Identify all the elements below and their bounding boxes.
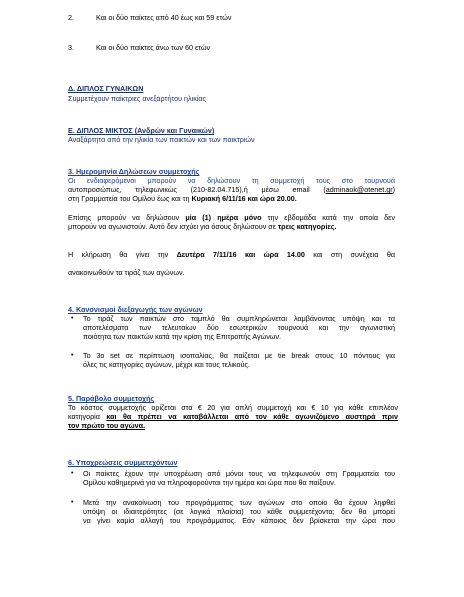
text-line: να γίνει καμία αλλαγή του προγράμματος. Εάν κάποιος δεν βρίσκεται την ώρα που bbox=[83, 516, 395, 526]
text-line: ποιότητα των παικτών κατά την κρίση της Επιτροπής Αγώνων. bbox=[83, 332, 281, 342]
text-line: Το 3ο set σε περίπτωση ισοπαλίας, θα παίζεται με tie break στους 10 πόντους για bbox=[83, 351, 395, 360]
bold-span: μία (1) ημέρα μόνο bbox=[185, 213, 262, 222]
text-line: ανακοινωθούν τα τιράζ των αγώνων. bbox=[68, 268, 185, 278]
text-line bbox=[68, 412, 398, 421]
deadline-text: Κυριακή 6/11/16 και ώρα 20.00. bbox=[191, 194, 297, 204]
section-4-bullet-1 bbox=[83, 314, 395, 342]
text-line: υπόψη οι ιδιαιτερότητες (σε λογικά πλαίσια) του κάθε συμμετέχοντα; δεν θα μπορεί bbox=[83, 507, 395, 517]
text-span: Επίσης μπορούν να δηλώσουν bbox=[68, 213, 186, 222]
text-line: αποτελέσματα των τελευταίων δύο εσωτερικών τουρνουά και την αγωνιστική bbox=[83, 323, 395, 333]
text-span: ) bbox=[392, 185, 395, 195]
text-span: μπορούν να αγωνιστούν. Αυτό δεν ισχύει για όσους δηλώσουν σε bbox=[68, 222, 278, 232]
section-5-paragraph bbox=[68, 403, 398, 431]
bullet-icon: • bbox=[71, 470, 74, 477]
text-span: την εβδομάδα κατά την οποία δεν bbox=[261, 213, 395, 222]
text-line bbox=[68, 185, 395, 194]
section-6-bullet-1 bbox=[83, 469, 395, 487]
email-link[interactable]: adminaok@otenet.gr bbox=[325, 185, 393, 195]
bullet-icon: • bbox=[71, 315, 74, 322]
text-span: Η κλήρωση θα γίνει την bbox=[68, 250, 177, 259]
bold-span: τρεις κατηγορίες. bbox=[277, 222, 337, 232]
list-item: Και οι δύο παίκτες άνω των 60 ετών bbox=[96, 43, 211, 52]
section-3-paragraph-3 bbox=[68, 250, 395, 277]
list-item: Και οι δύο παίκτες από 40 έως και 59 ετών bbox=[96, 13, 232, 22]
section-5-title: 5. Παράβολο συμμετοχής bbox=[68, 394, 155, 403]
text-span: και στη συνέχεια θα bbox=[304, 250, 395, 259]
text-line bbox=[68, 194, 395, 203]
section-e-text: Αναξάρτητα από την ηλικία των παικτών και των παικτριών bbox=[68, 135, 255, 144]
text-line: Οι παίκτες έχουν την υποχρέωση από μόνοι τους να τηλεφωνούν στη Γραμματεία του bbox=[83, 469, 395, 478]
section-3-paragraph-1 bbox=[68, 176, 395, 204]
bullet-icon: • bbox=[71, 352, 74, 359]
section-d-title: Δ. ΔΙΠΛΟΣ ΓΥΝΑΙΚΩΝ bbox=[68, 84, 144, 93]
text-line: Το κόστος συμμετοχής ορίζεται στα € 20 για απλή συμμετοχή και € 10 για κάθε επιπλέον bbox=[68, 403, 398, 412]
draw-date-text: Δευτέρα 7/11/16 και ώρα 14.00 bbox=[176, 250, 305, 259]
list-item-number: 2. bbox=[68, 13, 74, 22]
section-d-text: Συμμετέχουν παίκτριες ανεξαρτήτου ηλικίας bbox=[68, 94, 207, 103]
text-span: στη Γραμματεία του Ομίλου έως και τη bbox=[68, 194, 192, 204]
text-line bbox=[68, 222, 395, 231]
text-line: Ομίλου καθημερινά για να πληροφορούνται την ημέρα και ώρα που θα παίξουν. bbox=[83, 478, 336, 488]
text-line: Οι ενδιαφερόμενοι μπορούν να δηλώσουν τη συμμετοχή τους στο τουρνουά bbox=[68, 176, 395, 185]
section-6-bullet-2 bbox=[83, 498, 395, 526]
section-4-title: 4. Κανονισμοί διεξαγωγής των αγώνων bbox=[68, 305, 203, 314]
payment-rule-text: τον πρώτο του αγώνα. bbox=[68, 421, 146, 431]
section-3-title: 3. Ημερομηνία Δηλώσεων συμμετοχής bbox=[68, 167, 200, 176]
section-4-bullet-2 bbox=[83, 351, 395, 369]
bullet-icon: • bbox=[71, 499, 74, 506]
text-span: κατηγορία bbox=[68, 412, 107, 422]
section-6-title: 6. Υποχρεώσεις συμμετεχόντων bbox=[68, 458, 178, 467]
text-line: Μετά την ανακοίνωση του προγράμματος των αγώνων στο οποίο θα έχουν ληφθεί bbox=[83, 498, 395, 507]
text-line bbox=[68, 213, 395, 222]
text-span: αυτοπροσώπως, τηλεφωνικώς (210-82.04.715),ή μέσω email ( bbox=[68, 185, 326, 195]
section-3-paragraph-2 bbox=[68, 213, 395, 231]
list-item-number: 3. bbox=[68, 43, 74, 52]
text-line: Το τιράζ των παικτών στο ταμπλό θα συμπληρώνεται λαμβάνοντας υπόψη και τα bbox=[83, 314, 395, 323]
text-line bbox=[68, 250, 395, 259]
text-line: όλες τις κατηγορίες αγώνων, μέχρι και τους τελικούς. bbox=[83, 360, 250, 370]
payment-rule-text: και θα πρέπει να καταβάλλεται από τον κάθε αγωνιζόμενο αυστηρά πριν bbox=[106, 412, 398, 422]
section-e-title: Ε. ΔΙΠΛΟΣ ΜΙΚΤΟΣ (Ανδρών και Γυναικών) bbox=[68, 126, 215, 135]
